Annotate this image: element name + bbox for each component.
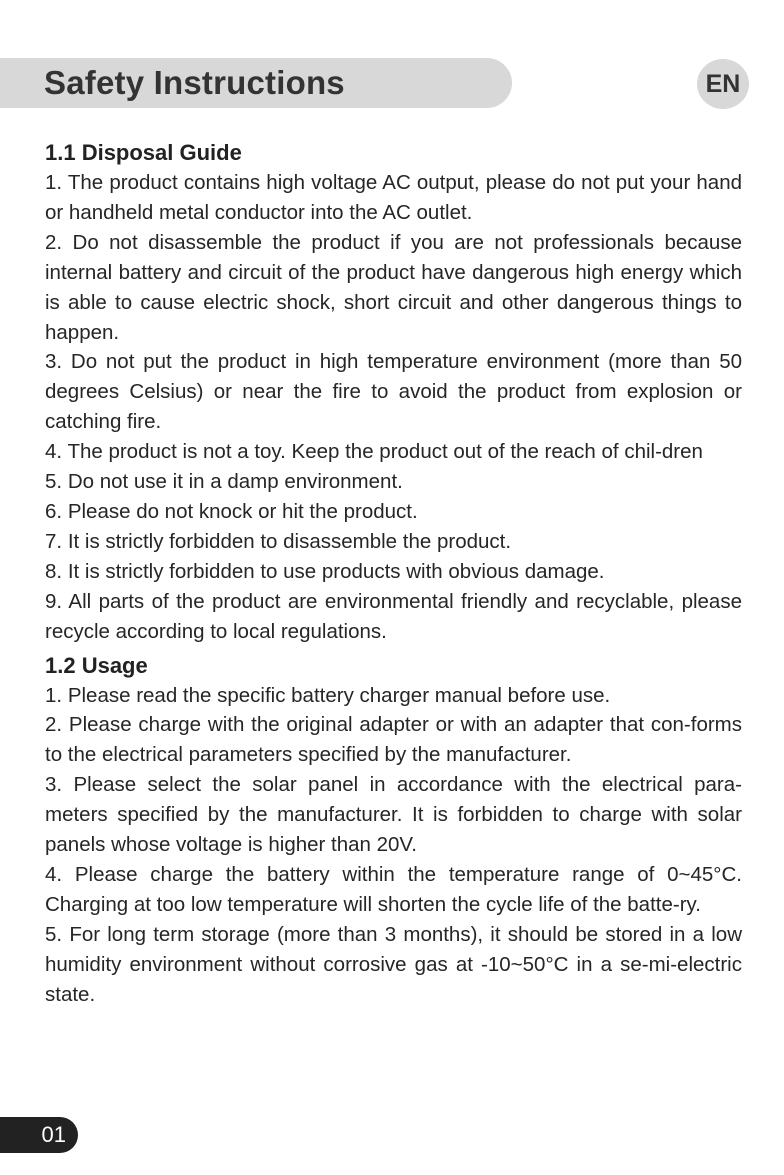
section-title-disposal-guide: 1.1 Disposal Guide [45,140,242,165]
item-text: The product contains high voltage AC output, please do not put your hand or handheld metal conductor into the AC outlet. [45,171,743,224]
list-item [45,527,742,557]
item-number: 1. [45,683,63,707]
list-item [45,347,742,437]
item-number: 6. [45,499,63,523]
list-item [45,681,742,711]
list-item [45,557,742,587]
item-text: It is strictly forbidden to disassemble the product. [67,529,512,553]
list-item [45,497,742,527]
list-item [45,168,742,228]
item-number: 3. [45,773,63,797]
list-item [45,587,742,647]
item-text: Please do not knock or hit the product. [67,499,418,523]
list-item [45,770,742,860]
item-text: Please select the solar panel in accordance with the electrical para-meters specified by the manufacturer. It is forbidden to charge with solar panels whose voltage is higher than 20V. [45,773,742,857]
list-item [45,920,742,1010]
item-text: The product is not a toy. Keep the product out of the reach of chil-dren [67,440,703,464]
item-text: All parts of the product are environmental friendly and recyclable, please recycle according to local regulations. [45,589,742,643]
item-text: Do not disassemble the product if you are not professionals because internal battery and circuit of the product have dangerous high energy which is able to cause electric shock, short circuit and other dangerous things to happen. [45,230,742,344]
item-text: It is strictly forbidden to use products with obvious damage. [67,559,605,583]
item-number: 4. [45,862,63,886]
usage-list [45,681,742,1010]
section-title-usage: 1.2 Usage [45,652,148,678]
list-item [45,437,742,467]
item-text: Do not use it in a damp environment. [67,470,403,494]
item-text: Please charge with the original adapter or with an adapter that con-forms to the electrical parameters specified by the manufacturer. [45,713,742,767]
item-text: Please charge the battery within the temperature range of 0~45°C. Charging at too low temperature will shorten the cycle life of the batte-ry. [45,862,742,916]
page-number: 01 [0,1117,78,1153]
item-number: 5. [45,922,63,946]
item-number: 8. [45,559,63,583]
item-text: Do not put the product in high temperature environment (more than 50 degrees Celsius) or near the fire to avoid the product from explosion or catching fire. [45,350,742,434]
list-item [45,710,742,770]
item-text: For long term storage (more than 3 months), it should be stored in a low humidity environment without corrosive gas at -10~50°C in a se-mi-electric state. [45,922,742,1006]
list-item [45,467,742,497]
language-badge: EN [697,59,749,109]
item-number: 5. [45,470,63,494]
item-number: 4. [45,440,63,464]
item-text: Please read the specific battery charger manual before use. [67,683,611,707]
disposal-guide-list [45,168,742,647]
item-number: 3. [45,350,63,374]
list-item [45,860,742,920]
item-number: 2. [45,713,63,737]
item-number: 7. [45,529,63,553]
list-item [45,228,742,348]
item-number: 2. [45,230,63,254]
item-number: 9. [45,589,63,613]
content [45,138,742,1009]
page-title: Safety Instructions [44,64,345,101]
item-number: 1. [45,171,63,194]
